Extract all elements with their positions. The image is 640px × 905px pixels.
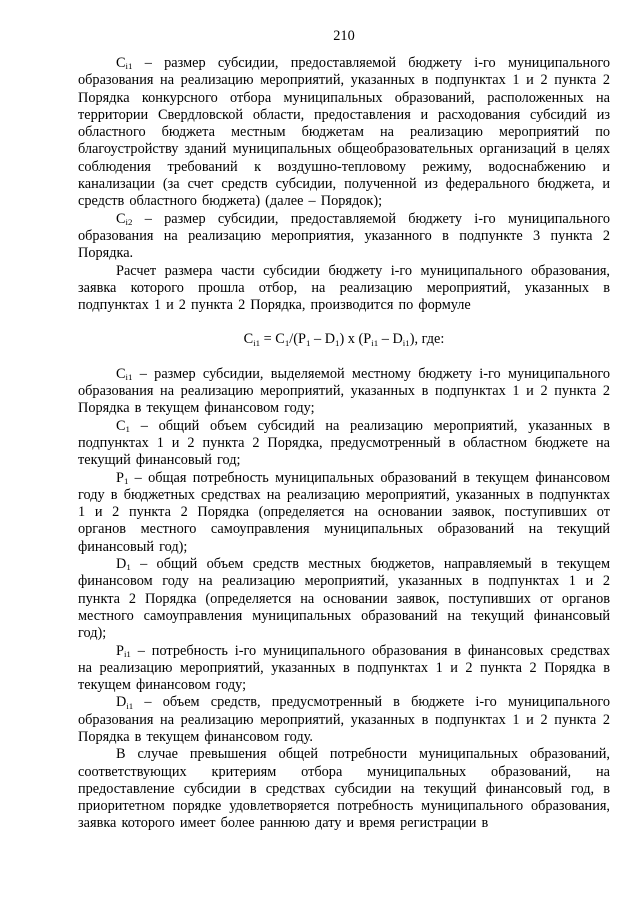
subscript-text: i1: [253, 337, 261, 348]
paragraph: [78, 211, 610, 263]
subscript-text: i1: [371, 337, 379, 348]
paragraph-text: ), где:: [409, 331, 445, 348]
document-body: [78, 55, 610, 833]
paragraph: [78, 470, 610, 556]
paragraph-text: – общий объем средств местных бюджетов, направляемый в текущем финансовом году на реализацию мероприятий, указанных в подпунктах 1 и 2 пункта 2 Порядка (определяется на основании заявок, поступивших от органов местного самоуправления муниципальных образований на текущий финансовый год);: [78, 556, 610, 642]
subscript-text: i1: [125, 61, 133, 72]
subscript-text: i2: [125, 216, 133, 227]
paragraph-text: – объем средств, предусмотренный в бюджете i-го муниципального образования на реализацию мероприятий, указанных в подпунктах 1 и 2 пункта 2 Порядка в текущем финансовом году.: [78, 694, 610, 745]
paragraph: [78, 55, 610, 211]
subscript-text: 1: [123, 475, 129, 486]
paragraph-text: – размер субсидии, выделяемой местному бюджету i-го муниципального образования на реализацию мероприятий, указанных в подпунктах 1 и 2 пункта 2 Порядка в текущем финансовом году;: [78, 365, 610, 417]
subscript-text: 1: [335, 337, 340, 348]
paragraph: [78, 643, 610, 695]
paragraph-text: – потребность i-го муниципального образования в финансовых средствах на реализацию мероприятий, указанных в подпунктах 1 и 2 пункта 2 Порядка в текущем финансовом году;: [78, 642, 610, 694]
paragraph-text: D: [116, 694, 127, 711]
paragraph-text: С: [116, 417, 126, 434]
subscript-text: i1: [125, 371, 133, 382]
paragraph-text: D: [116, 556, 127, 573]
subscript-text: 1: [284, 337, 290, 348]
paragraph: [78, 366, 610, 418]
subscript-text: 1: [305, 337, 311, 348]
formula: [78, 331, 610, 348]
paragraph: [78, 556, 610, 642]
paragraph: [78, 694, 610, 746]
subscript-text: 1: [125, 423, 130, 434]
paragraph-text: – размер субсидии, предоставляемой бюджету i-го муниципального образования на реализацию мероприятия, указанного в подпункте 3 пункта 2 Порядка.: [78, 210, 610, 262]
paragraph-text: – размер субсидии, предоставляемой бюджету i-го муниципального образования на реализацию мероприятий, указанных в подпунктах 1 и 2 пункта 2 Порядка конкурсного отбора муниципальных образований, расположенных на территории Свердловской области, предоставления и расходования субсидий из областного бюджета местным бюджетам на реализацию мероприятий по благоустройству зданий муниципальных общеобразовательных организаций в целях соблюдения требований к воздушно-тепловому режиму, водоснабжению и канализации (за счет средств субсидии, полученной из федерального бюджета, и средств областного бюджета) (далее – Порядок);: [78, 55, 610, 210]
paragraph-text: – общий объем субсидий на реализацию мероприятий, указанных в подпунктах 1 и 2 пункта 2 Порядка, предусмотренный в областном бюджете на текущий финансовый год;: [78, 417, 610, 469]
subscript-text: i1: [126, 700, 134, 711]
paragraph-text: – D: [378, 331, 403, 348]
paragraph-text: = С: [260, 331, 285, 348]
subscript-text: i1: [123, 648, 131, 659]
subscript-text: 1: [126, 562, 131, 573]
paragraph-text: С: [116, 210, 126, 227]
paragraph-text: /(Р: [289, 331, 306, 348]
paragraph: [78, 418, 610, 470]
paragraph-text: – общая потребность муниципальных образований в текущем финансовом году в бюджетных средствах на реализацию мероприятий, указанных в подпунктах 1 и 2 пункта 2 Порядка (определяется на основании заявок, поступивших от органов местного самоуправления муниципальных образований на текущий финансовый год);: [78, 469, 610, 555]
paragraph-text: В случае превышения общей потребности муниципальных образований, соответствующих критериям отбора муниципальных образований, на предоставление субсидии в средствах субсидии на текущий финансовый год, в приоритетном порядке удовлетворяется потребность муниципального образования, заявка которого имеет более раннюю дату и время регистрации в: [78, 746, 610, 832]
paragraph: [78, 746, 610, 832]
paragraph: [78, 263, 610, 315]
paragraph-text: С: [116, 365, 126, 382]
paragraph-text: Расчет размера части субсидии бюджету i-го муниципального образования, заявка которого прошла отбор, на реализацию мероприятий, указанных в подпунктах 1 и 2 пункта 2 Порядка, производится по формуле: [78, 262, 610, 314]
paragraph-text: С: [116, 55, 126, 71]
paragraph-text: Р: [116, 642, 124, 659]
paragraph-text: ) х (Р: [339, 331, 372, 348]
page-number: 210: [333, 28, 355, 44]
subscript-text: i1: [402, 337, 410, 348]
paragraph-text: – D: [310, 331, 336, 348]
paragraph-text: Р: [116, 469, 124, 486]
paragraph-text: С: [243, 331, 254, 348]
